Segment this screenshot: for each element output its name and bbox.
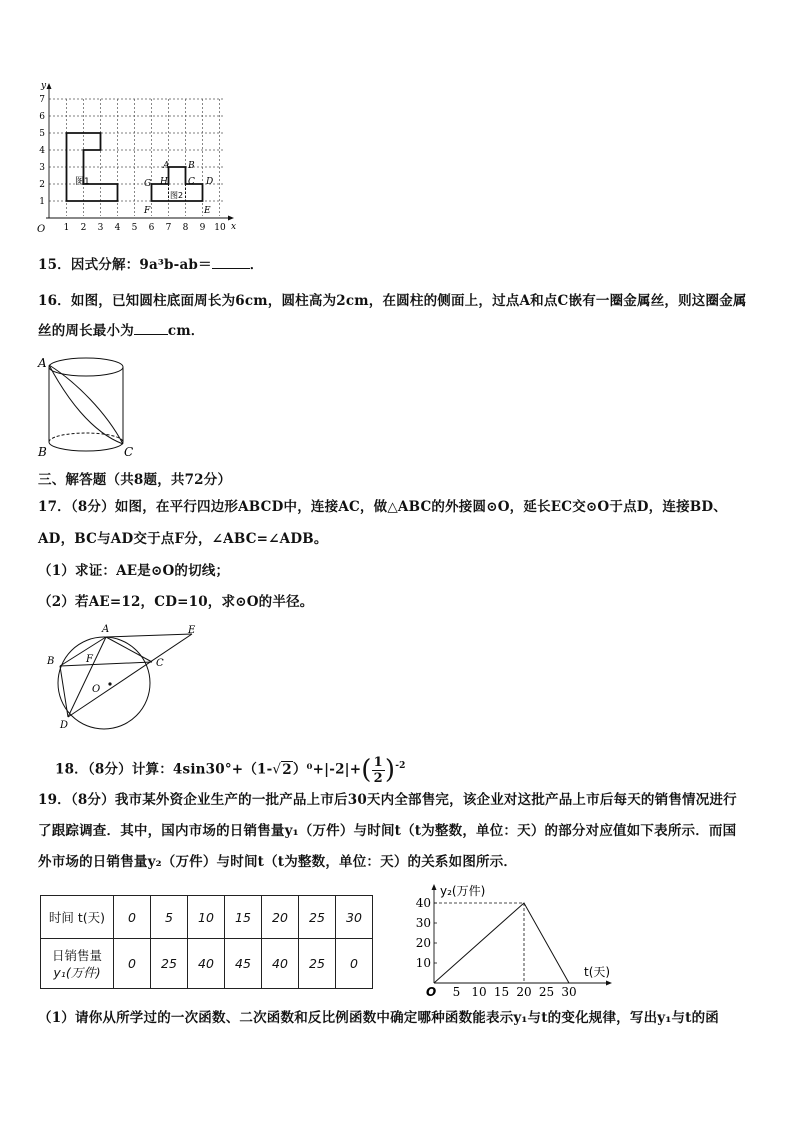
grid-origin-label: O <box>37 224 46 235</box>
question-18 <box>55 746 406 786</box>
q18-fraction <box>372 755 385 786</box>
chart-y-tick-label: 10 <box>415 956 431 970</box>
chart-series-line <box>434 903 569 983</box>
q17-part1: （1）求证：AE是⊙O的切线； <box>38 563 230 579</box>
table-cell: 25 <box>151 939 188 989</box>
q15-answer-blank[interactable] <box>212 256 250 269</box>
svg-text:B: B <box>38 445 47 459</box>
svg-text:3: 3 <box>97 223 104 233</box>
svg-text:D: D <box>206 177 214 187</box>
grid-fig1-label: 图1 <box>75 177 90 187</box>
svg-text:E: E <box>204 206 211 216</box>
q17-line1: 17．（8分）如图，在平行四边形ABCD中，连接AC，做△ABC的外接圆⊙O，延长EC交⊙O于点D，连接BD、 <box>38 499 727 515</box>
q18-sqrt-arg: 2 <box>282 761 292 778</box>
q18-frac-den: 2 <box>373 770 383 786</box>
svg-text:G: G <box>144 179 152 189</box>
grid-lines <box>49 99 224 216</box>
svg-text:B: B <box>47 656 55 667</box>
svg-text:B: B <box>188 161 195 171</box>
q19-line2: 了跟踪调查．其中，国内市场的日销售量y₁（万件）与时间t（t为整数，单位：天）的部分对应值如下表所示．而国 <box>38 823 737 839</box>
svg-text:4: 4 <box>114 223 121 233</box>
q17-part2: （2）若AE=12，CD=10，求⊙O的半径。 <box>38 594 314 610</box>
svg-text:H: H <box>160 177 168 187</box>
table-cell: 15 <box>225 896 262 939</box>
svg-text:6: 6 <box>148 223 155 233</box>
q19-line3: 外市场的日销售量y₂（万件）与时间t（t为整数，单位：天）的关系如图所示． <box>38 854 518 870</box>
q16-line2 <box>38 322 205 340</box>
grid-y-ticks <box>39 95 45 207</box>
svg-text:7: 7 <box>39 95 45 105</box>
svg-text:F: F <box>144 206 151 216</box>
grid-figure <box>28 78 248 238</box>
svg-text:8: 8 <box>182 223 189 233</box>
chart-y-tick-label: 30 <box>415 916 431 930</box>
chart-y-label: y₂(万件) <box>440 884 486 898</box>
table-cell: 40 <box>188 939 225 989</box>
svg-text:3: 3 <box>39 163 45 173</box>
circle-figure <box>44 622 204 732</box>
section-3-title: 三、解答题（共8题，共72分） <box>38 472 232 488</box>
svg-text:C: C <box>124 445 134 459</box>
table-cell: 45 <box>225 939 262 989</box>
table-head-sales-2: y₁(万件) <box>53 964 101 980</box>
chart-y-tick-label: 20 <box>415 936 431 950</box>
svg-text:10: 10 <box>214 223 226 233</box>
chart-y-tick-label: 40 <box>415 896 431 910</box>
table-head-sales <box>41 939 114 989</box>
table-row-sales <box>41 939 373 989</box>
q16-line2-pre: 丝的周长最小为 <box>38 323 134 339</box>
table-cell: 30 <box>336 896 373 939</box>
svg-text:1: 1 <box>39 197 45 207</box>
table-row-time <box>41 896 373 939</box>
svg-text:D: D <box>60 720 69 731</box>
sqrt-symbol: √ <box>272 761 282 778</box>
chart-x-tick-label: 20 <box>516 985 532 999</box>
svg-text:6: 6 <box>39 112 45 122</box>
svg-text:O: O <box>92 684 101 695</box>
chart-x-tick-label: 5 <box>452 985 461 999</box>
table-head-sales-1: 日销售量 <box>51 947 102 963</box>
q18-frac-num: 1 <box>373 754 383 770</box>
svg-text:F: F <box>86 654 93 665</box>
svg-text:2: 2 <box>80 223 87 233</box>
q16-line2-post: cm． <box>167 323 205 339</box>
svg-text:5: 5 <box>131 223 138 233</box>
grid-fig2-label: 图2 <box>170 191 184 200</box>
table-cell: 0 <box>114 939 151 989</box>
q15-end: ． <box>249 257 264 273</box>
table-cell: 25 <box>299 896 336 939</box>
svg-text:A: A <box>163 161 170 171</box>
q19-line1: 19．（8分）我市某外资企业生产的一批产品上市后30天内全部售完，该企业对这批产品上市后每天的销售情况进行 <box>38 792 737 808</box>
chart-x-tick-label: 10 <box>471 985 487 999</box>
grid-y-axis-label: y <box>41 81 47 91</box>
question-15 <box>38 256 263 274</box>
chart-x-tick-label: 25 <box>538 985 555 999</box>
chart-origin-label: O <box>426 985 437 999</box>
table-cell: 20 <box>262 896 299 939</box>
svg-text:2: 2 <box>39 180 45 190</box>
svg-text:7: 7 <box>165 223 172 233</box>
q19-part1: （1）请你从所学过的一次函数、二次函数和反比例函数中确定哪种函数能表示y₁与t的变化规律，写出y₁与t的函 <box>38 1010 719 1026</box>
svg-text:A: A <box>102 624 110 635</box>
sales-table <box>40 895 373 989</box>
q16-answer-blank[interactable] <box>134 322 168 335</box>
table-cell: 25 <box>299 939 336 989</box>
svg-text:4: 4 <box>39 146 45 156</box>
svg-text:1: 1 <box>63 223 70 233</box>
table-cell: 40 <box>262 939 299 989</box>
q18-mid: ）⁰+|-2|+ <box>292 761 362 778</box>
svg-text:C: C <box>156 658 164 669</box>
left-paren-icon: ( <box>361 755 372 785</box>
chart-x-label: t(天) <box>584 965 611 979</box>
svg-text:E: E <box>188 625 196 636</box>
table-cell: 0 <box>114 896 151 939</box>
table-head-time: 时间 t(天) <box>41 896 114 939</box>
table-cell: 5 <box>151 896 188 939</box>
q17-line2: AD，BC与AD交于点F分，∠ABC=∠ADB。 <box>38 531 328 547</box>
grid-x-axis-label: x <box>231 222 237 232</box>
grid-x-ticks <box>64 223 226 233</box>
svg-text:5: 5 <box>39 129 45 139</box>
right-paren-icon: ) <box>384 755 396 785</box>
chart-x-tick-label: 30 <box>561 985 577 999</box>
q15-text: 15．因式分解：9a³b-ab＝ <box>38 257 212 273</box>
chart-x-tick-label: 15 <box>493 985 510 999</box>
q18-exp: -2 <box>395 761 406 771</box>
foreign-sales-chart <box>408 880 628 1000</box>
table-cell: 10 <box>188 896 225 939</box>
cylinder-figure <box>36 352 146 462</box>
svg-text:9: 9 <box>199 223 206 233</box>
svg-text:A: A <box>38 356 47 370</box>
q18-pre: 18．（8分）计算：4sin30°+（1- <box>55 761 273 778</box>
svg-text:C: C <box>188 177 195 187</box>
table-cell: 0 <box>336 939 373 989</box>
q16-line1: 16．如图，已知圆柱底面周长为6cm，圆柱高为2cm，在圆柱的侧面上，过点A和点C嵌有一圈金属丝，则这圈金属 <box>38 293 747 309</box>
